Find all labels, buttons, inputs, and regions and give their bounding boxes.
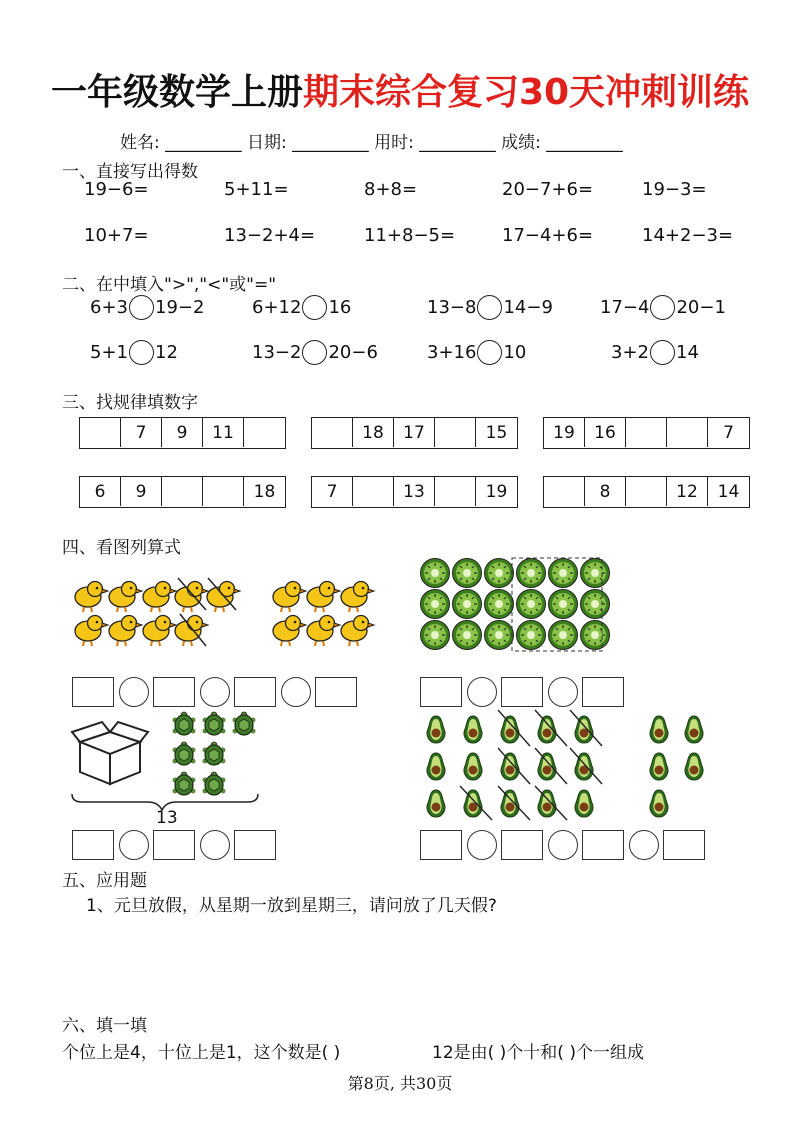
operator-circle[interactable]: [200, 677, 230, 707]
answer-box[interactable]: [420, 677, 462, 707]
section-4-heading: 四、看图列算式: [62, 538, 181, 558]
sequence-cell[interactable]: [244, 418, 285, 447]
sequence-cell: 17: [394, 418, 435, 447]
turtle-icon: [173, 772, 196, 795]
sequence-cell: 9: [121, 477, 162, 506]
answer-box[interactable]: [72, 830, 114, 860]
sequence-cell[interactable]: [667, 418, 708, 447]
sequence-cell: 9: [162, 418, 203, 447]
turtle-icon: [173, 742, 196, 765]
sequence-row: [79, 417, 286, 449]
operator-circle[interactable]: [119, 830, 149, 860]
fill-question-2: 12是由( )个十和( )个一组成: [432, 1043, 644, 1063]
sequence-cell[interactable]: [544, 477, 585, 506]
sequence-row: [543, 417, 750, 449]
chick-icon: [143, 616, 176, 647]
sequence-row: [79, 476, 286, 508]
sequence-cell[interactable]: [162, 477, 203, 506]
compare-item: 17−4 20−1: [600, 297, 726, 318]
turtle-icon: [173, 712, 196, 735]
answer-box[interactable]: [663, 830, 705, 860]
calc-item: 13−2+4=: [224, 225, 316, 246]
answer-circle[interactable]: [302, 340, 327, 365]
turtle-icon: [203, 772, 226, 795]
answer-box[interactable]: [153, 677, 195, 707]
operator-circle[interactable]: [467, 677, 497, 707]
calc-item: 17−4+6=: [502, 225, 594, 246]
answer-circle[interactable]: [477, 340, 502, 365]
chick-icon: [307, 582, 340, 613]
operator-circle[interactable]: [548, 677, 578, 707]
answer-box[interactable]: [234, 677, 276, 707]
sequence-cell: 7: [723, 422, 734, 443]
chick-icon: [143, 582, 176, 613]
turtle-icon: [203, 712, 226, 735]
sequence-cell: 7: [312, 477, 353, 506]
section-5-heading: 五、应用题: [62, 871, 147, 891]
compare-item: 13−8 14−9: [427, 297, 553, 318]
operator-circle[interactable]: [548, 830, 578, 860]
sequence-row: [543, 476, 750, 508]
answer-circle[interactable]: [129, 295, 154, 320]
sequence-cell[interactable]: [435, 418, 476, 447]
section-1-heading: 一、直接写出得数: [62, 162, 198, 182]
operator-circle[interactable]: [200, 830, 230, 860]
title-part1: 一年级数学上册: [50, 72, 303, 113]
fill-question-1: 个位上是4，十位上是1，这个数是( ): [62, 1043, 341, 1063]
avocado-group: [427, 716, 703, 817]
sequence-cell: 18: [253, 481, 276, 502]
answer-box[interactable]: [72, 677, 114, 707]
box-icon: [72, 722, 148, 784]
answer-box[interactable]: [315, 677, 357, 707]
sequence-cell: 19: [485, 481, 508, 502]
sequence-cell: 14: [717, 481, 740, 502]
sequence-row: [311, 417, 518, 449]
section-2-heading: 二、在中填入">","<"或"=": [62, 275, 277, 295]
chick-icon: [273, 616, 306, 647]
compare-item: 13−2 20−6: [252, 342, 378, 363]
answer-box[interactable]: [234, 830, 276, 860]
chick-icon: [341, 616, 374, 647]
answer-box[interactable]: [501, 677, 543, 707]
calc-item: 8+8=: [364, 179, 418, 200]
word-problem: 1、元旦放假，从星期一放到星期三，请问放了几天假?: [86, 896, 497, 916]
sequence-row: [311, 476, 518, 508]
operator-circle[interactable]: [629, 830, 659, 860]
sequence-cell[interactable]: [626, 477, 667, 506]
chick-icon: [273, 582, 306, 613]
sequence-cell: 7: [121, 418, 162, 447]
answer-circle[interactable]: [650, 295, 675, 320]
page-title: [0, 64, 800, 115]
title-part2: 期末综合复习30天冲刺训练: [302, 72, 750, 113]
calc-item: 20−7+6=: [502, 179, 594, 200]
sequence-cell: 16: [585, 418, 626, 447]
sequence-cell: 19: [544, 418, 585, 447]
sequence-cell: 8: [585, 477, 626, 506]
operator-circle[interactable]: [467, 830, 497, 860]
operator-circle[interactable]: [119, 677, 149, 707]
brace-total-label: 13: [156, 808, 178, 828]
answer-box[interactable]: [420, 830, 462, 860]
sequence-cell: 11: [203, 418, 244, 447]
compare-item: 6+12 16: [252, 297, 352, 318]
chick-icon: [341, 582, 374, 613]
chick-icon: [109, 616, 142, 647]
answer-box[interactable]: [582, 830, 624, 860]
page-number: 第8页, 共30页: [347, 1074, 453, 1093]
sequence-cell[interactable]: [203, 477, 244, 506]
sequence-cell[interactable]: [435, 477, 476, 506]
sequence-cell[interactable]: [312, 418, 353, 447]
chick-icon: [75, 582, 108, 613]
sequence-cell: 6: [80, 477, 121, 506]
sequence-cell: 12: [667, 477, 708, 506]
student-info-line: 姓名: _________ 日期: _________ 用时: _________ 成绩: _________: [120, 133, 623, 153]
chick-icon: [307, 616, 340, 647]
calc-item: 11+8−5=: [364, 225, 456, 246]
sequence-cell: 13: [394, 477, 435, 506]
sequence-cell[interactable]: [626, 418, 667, 447]
operator-circle[interactable]: [281, 677, 311, 707]
answer-box[interactable]: [582, 677, 624, 707]
chick-icon: [75, 616, 108, 647]
answer-box[interactable]: [153, 830, 195, 860]
compare-item: 5+1 12: [90, 342, 178, 363]
compare-item: 6+3 19−2: [90, 297, 205, 318]
turtle-icon: [203, 742, 226, 765]
sequence-cell: 18: [353, 418, 394, 447]
compare-item: 3+2 14: [611, 342, 699, 363]
sequence-cell: 15: [485, 422, 508, 443]
calc-item: 14+2−3=: [642, 225, 734, 246]
answer-box[interactable]: [501, 830, 543, 860]
kiwi-group: [421, 559, 610, 650]
answer-circle[interactable]: [302, 295, 327, 320]
calc-item: 19−3=: [642, 179, 707, 200]
compare-item: 3+16 10: [427, 342, 527, 363]
calc-item: 5+11=: [224, 179, 289, 200]
section-6-heading: 六、填一填: [62, 1016, 147, 1036]
sequence-cell[interactable]: [353, 477, 394, 506]
answer-circle[interactable]: [129, 340, 154, 365]
sequence-cell[interactable]: [80, 418, 121, 447]
answer-circle[interactable]: [477, 295, 502, 320]
turtle-icon: [233, 712, 256, 735]
calc-item: 19−6=: [84, 179, 149, 200]
chick-icon: [109, 582, 142, 613]
calc-item: 10+7=: [84, 225, 149, 246]
answer-circle[interactable]: [650, 340, 675, 365]
section-3-heading: 三、找规律填数字: [62, 393, 198, 413]
